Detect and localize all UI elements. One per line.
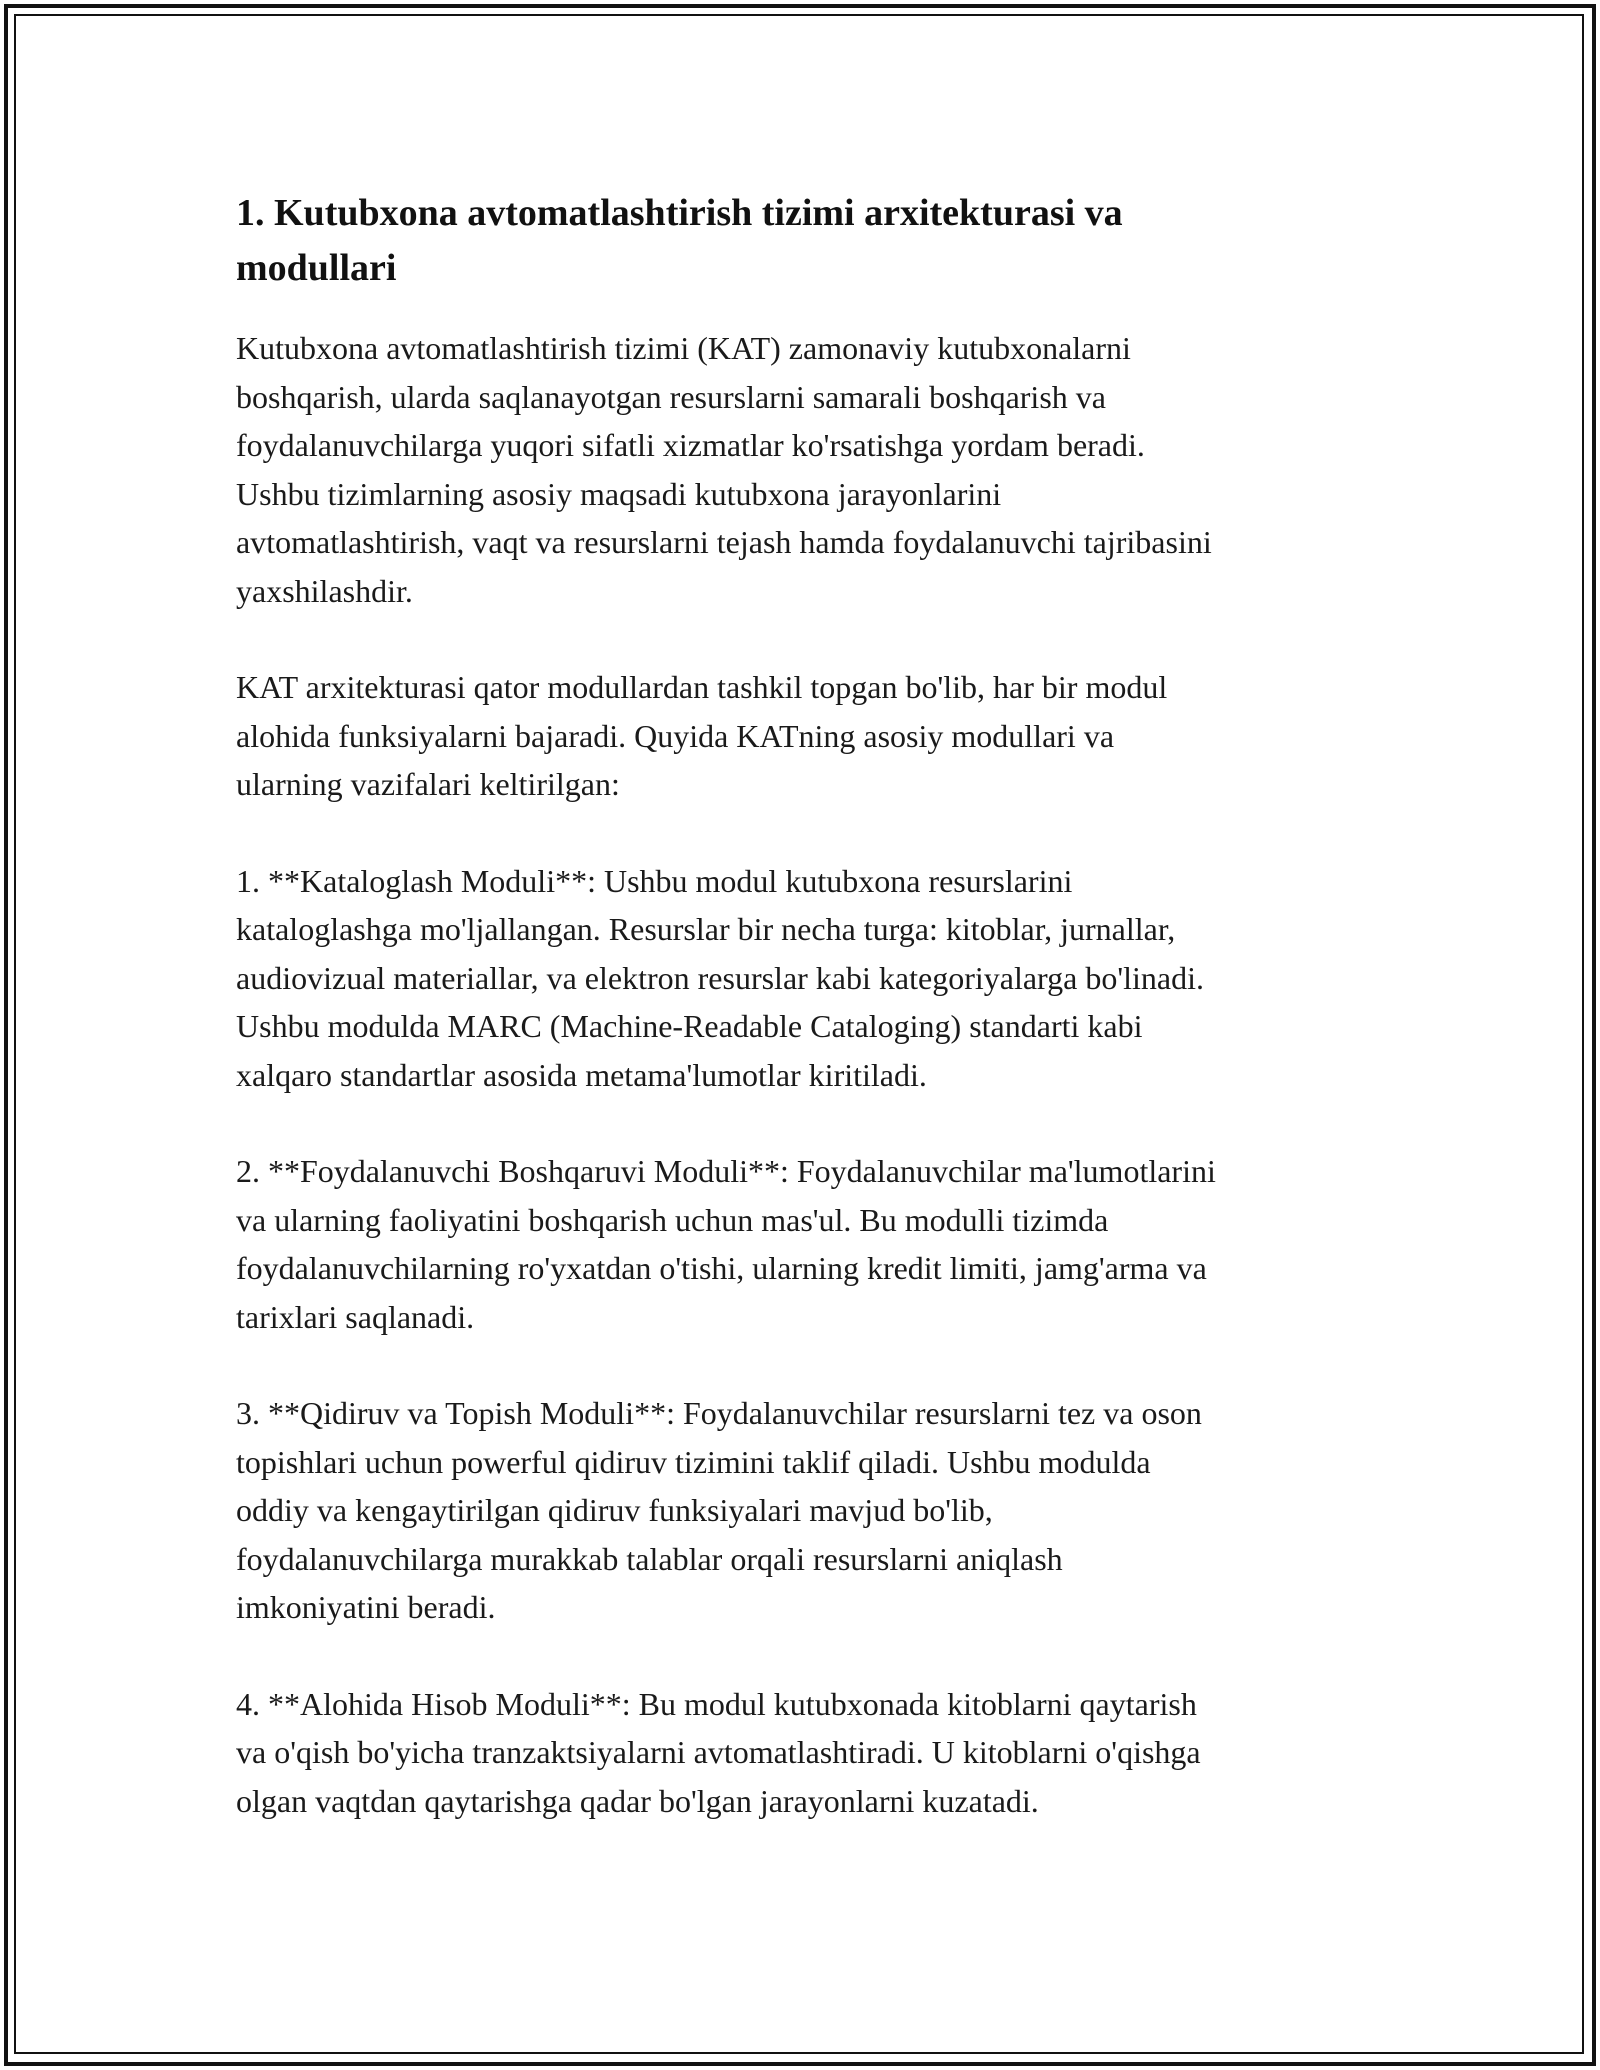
intro-paragraph: Kutubxona avtomatlashtirish tizimi (KAT) zamonaviy kutubxonalarni boshqarish, ularda saqlanayotgan resurslarni samarali boshqarish va foydalanuvchilarga yuqori sifatli xizmatlar ko'rsatishga yordam beradi. Ushbu tizimlarning asosiy maqsadi kutubxona jarayonlarini avtomatlashtirish, vaqt va resurslarni tejash hamda foydalanuvchi tajribasini yaxshilashdir. [236, 330, 1212, 609]
architecture-paragraph: KAT arxitekturasi qator modullardan tashkil topgan bo'lib, har bir modul alohida funksiyalarni bajaradi. Quyida KATning asosiy modullari va ularning vazifalari keltirilgan: [236, 669, 1168, 802]
module-item-user-management: 2. **Foydalanuvchi Boshqaruvi Moduli**: Foydalanuvchilar ma'lumotlarini va ularning faoliyatini boshqarish uchun mas'ul. Bu modulli tizimda foydalanuvchilarning ro'yxatdan o'tishi, ularning kredit limiti, jamg'arma va tarixlari saqlanadi. [236, 1153, 1216, 1335]
section-heading: 1. Kutubxona avtomatlashtirish tizimi arxitekturasi va modullari [236, 192, 1123, 289]
module-item-cataloging: 1. **Kataloglash Moduli**: Ushbu modul kutubxona resurslarini kataloglashga mo'ljallangan. Resurslar bir necha turga: kitoblar, jurnallar, audiovizual materiallar, va elektron resurslar kabi kategoriyalarga bo'linadi. Ushbu modulda MARC (Machine-Readable Cataloging) standarti kabi xalqaro standartlar asosida metama'lumotlar kiritiladi. [236, 862, 1204, 1093]
document-body [236, 186, 1376, 1873]
module-item-search: 3. **Qidiruv va Topish Moduli**: Foydalanuvchilar resurslarni tez va oson topishlari uchun powerful qidiruv tizimini taklif qiladi. Ushbu modulda oddiy va kengaytirilgan qidiruv funksiyalari mavjud bo'lib, foydalanuvchilarga murakkab talablar orqali resurslarni aniqlash imkoniyatini beradi. [236, 1395, 1202, 1625]
module-item-circulation: 4. **Alohida Hisob Moduli**: Bu modul kutubxonada kitoblarni qaytarish va o'qish bo'yicha tranzaktsiyalarni avtomatlashtiradi. U kitoblarni o'qishga olgan vaqtdan qaytarishga qadar bo'lgan jarayonlarni kuzatadi. [236, 1685, 1201, 1819]
